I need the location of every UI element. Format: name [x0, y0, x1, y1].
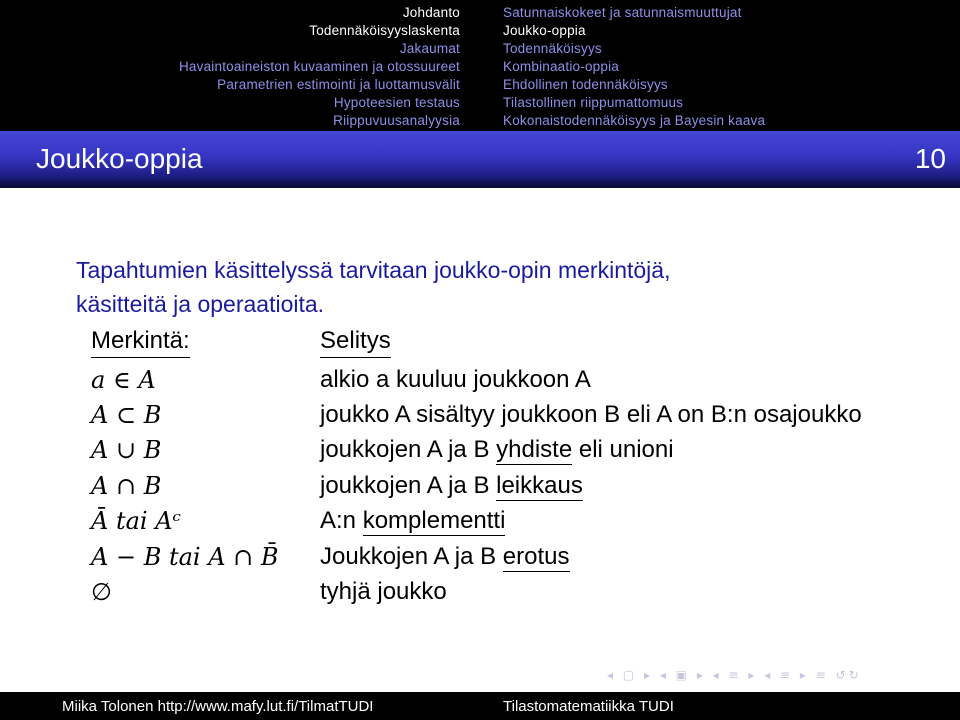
nav-section-parametrien-estimointi[interactable]: Parametrien estimointi ja luottamusvälit [217, 77, 460, 92]
intro-line-1: Tapahtumien käsittelyssä tarvitaan joukko-opin merkintöjä, [76, 257, 671, 283]
frame-title: Joukko-oppia [36, 143, 203, 174]
term-erotus: erotus [502, 543, 570, 570]
term-komplementti: komplementti [362, 507, 506, 534]
intro-paragraph [76, 253, 896, 321]
description-text: Joukkojen A ja B [320, 543, 503, 570]
table-row [0, 436, 960, 470]
nav-section-todennakoisyyslaskenta[interactable]: Todennäköisyyslaskenta [309, 23, 460, 38]
table-header [0, 327, 960, 361]
nav-section-jakaumat[interactable]: Jakaumat [399, 41, 460, 56]
notation-cell: A − B tai A ∩ B̄ [91, 543, 279, 571]
description-text: A:n [320, 507, 363, 534]
table-row [0, 578, 960, 612]
beamer-navigation-symbols[interactable]: ◂ ▢ ▸ ◂ ▣ ▸ ◂ ≡ ▸ ◂ ≡ ▸ ≡ ↺↻ [607, 668, 862, 682]
nav-section-riippuvuusanalyysia[interactable]: Riippuvuusanalyysia [333, 113, 460, 128]
term-yhdiste: yhdiste [496, 436, 573, 463]
description-text: joukkojen A ja B [320, 436, 497, 463]
table-row [0, 366, 960, 400]
footer-bar [0, 692, 960, 720]
nav-section-hypoteesien-testaus[interactable]: Hypoteesien testaus [333, 95, 460, 110]
header-description: Selitys [320, 327, 391, 358]
section-navigation-bar [0, 0, 960, 131]
description-text: eli unioni [572, 436, 674, 463]
description-cell [320, 507, 505, 535]
footer-course: Tilastomatematiikka TUDI [503, 698, 674, 715]
notation-cell: ∅ [91, 579, 112, 606]
footer-author: Miika Tolonen http://www.mafy.lut.fi/TilmatTUDI [62, 698, 374, 715]
table-row [0, 472, 960, 506]
description-cell [320, 366, 591, 394]
table-row [0, 507, 960, 541]
table-row [0, 543, 960, 577]
intro-line-2: käsitteitä ja operaatioita. [76, 291, 325, 317]
description-cell [320, 472, 583, 500]
description-text: joukko A sisältyy joukkoon B eli A on B:n osajoukko [320, 401, 862, 428]
nav-subsection-todennakoisyys[interactable]: Todennäköisyys [503, 41, 602, 56]
description-text: tyhjä joukko [320, 578, 447, 605]
description-cell [320, 436, 674, 464]
notation-cell: A ∩ B [91, 472, 162, 500]
table-row [0, 401, 960, 435]
description-cell [320, 578, 447, 606]
nav-subsection-ehdollinen[interactable]: Ehdollinen todennäköisyys [503, 77, 668, 92]
nav-subsection-satunnaiskokeet[interactable]: Satunnaiskokeet ja satunnaismuuttujat [503, 5, 742, 20]
nav-subsection-bayes[interactable]: Kokonaistodennäköisyys ja Bayesin kaava [503, 113, 766, 128]
frame-title-bar [0, 131, 960, 188]
nav-subsection-kombinaatio-oppia[interactable]: Kombinaatio-oppia [503, 59, 619, 74]
nav-subsection-joukko-oppia[interactable]: Joukko-oppia [503, 23, 586, 38]
subsection-list [503, 4, 960, 130]
notation-cell: A ∪ B [91, 436, 162, 464]
term-leikkaus: leikkaus [496, 472, 583, 499]
notation-cell: Ā tai Aᶜ [91, 507, 182, 535]
notation-cell: a ∈ A [91, 366, 156, 394]
notation-cell: A ⊂ B [91, 401, 162, 429]
description-cell [320, 401, 862, 429]
header-notation: Merkintä: [91, 327, 190, 358]
description-cell [320, 543, 570, 571]
description-text: alkio a kuuluu joukkoon A [320, 366, 591, 393]
description-text: joukkojen A ja B [320, 472, 497, 499]
frame-number: 10 [914, 143, 946, 174]
nav-section-johdanto[interactable]: Johdanto [402, 5, 460, 20]
nav-subsection-riippumattomuus[interactable]: Tilastollinen riippumattomuus [503, 95, 684, 110]
nav-section-havaintoaineisto[interactable]: Havaintoaineiston kuvaaminen ja otossuureet [178, 59, 460, 74]
section-list [0, 4, 460, 130]
